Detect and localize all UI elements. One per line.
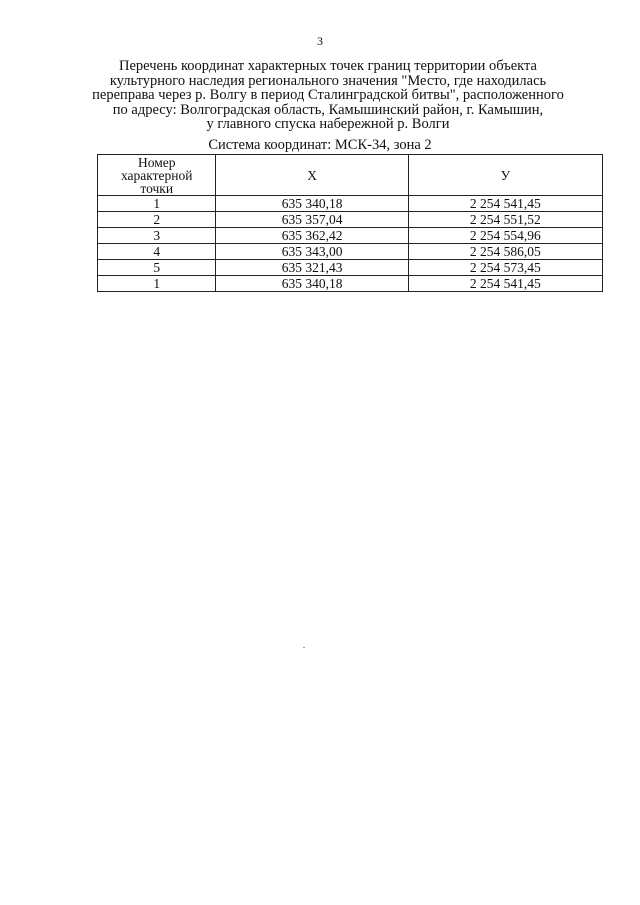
coordinate-system-caption: Система координат: МСК-34, зона 2	[208, 137, 432, 153]
table-row	[98, 212, 603, 228]
y-cell: 2 254 554,96	[408, 228, 602, 244]
title-line: переправа через р. Волгу в период Сталинградской битвы", расположенного	[92, 87, 564, 104]
x-cell: 635 357,04	[216, 212, 408, 228]
y-cell: 2 254 551,52	[408, 212, 602, 228]
page-number: 3	[317, 34, 323, 48]
title-line: Перечень координат характерных точек границ территории объекта	[119, 58, 537, 74]
x-cell: 635 340,18	[216, 276, 408, 292]
table-header-row	[98, 155, 603, 196]
document-title	[60, 59, 596, 132]
header-point-number	[98, 155, 216, 196]
scan-speck	[303, 647, 305, 648]
y-cell: 2 254 573,45	[408, 260, 602, 276]
header-x: X	[216, 155, 408, 196]
point-number-cell: 2	[98, 212, 216, 228]
table-row	[98, 276, 603, 292]
point-number-cell: 1	[98, 196, 216, 212]
x-cell: 635 362,42	[216, 228, 408, 244]
header-number-line: Номер	[137, 154, 176, 170]
point-number-cell: 1	[98, 276, 216, 292]
x-cell: 635 321,43	[216, 260, 408, 276]
table-row	[98, 196, 603, 212]
point-number-cell: 4	[98, 244, 216, 260]
title-line: культурного наследия регионального значения "Место, где находилась	[109, 72, 547, 89]
x-cell: 635 340,18	[216, 196, 408, 212]
x-cell: 635 343,00	[216, 244, 408, 260]
table-row	[98, 244, 603, 260]
y-cell: 2 254 541,45	[408, 276, 602, 292]
point-number-cell: 5	[98, 260, 216, 276]
title-line: у главного спуска набережной р. Волги	[206, 116, 450, 133]
table-row	[98, 228, 603, 244]
y-cell: 2 254 541,45	[408, 196, 602, 212]
header-number-line: точки	[140, 180, 174, 196]
coordinates-table	[97, 154, 603, 292]
header-number-line: характерной	[120, 167, 193, 183]
point-number-cell: 3	[98, 228, 216, 244]
table-row	[98, 260, 603, 276]
title-line: по адресу: Волгоградская область, Камышинский район, г. Камышин,	[112, 101, 544, 118]
header-y: У	[408, 155, 602, 196]
y-cell: 2 254 586,05	[408, 244, 602, 260]
